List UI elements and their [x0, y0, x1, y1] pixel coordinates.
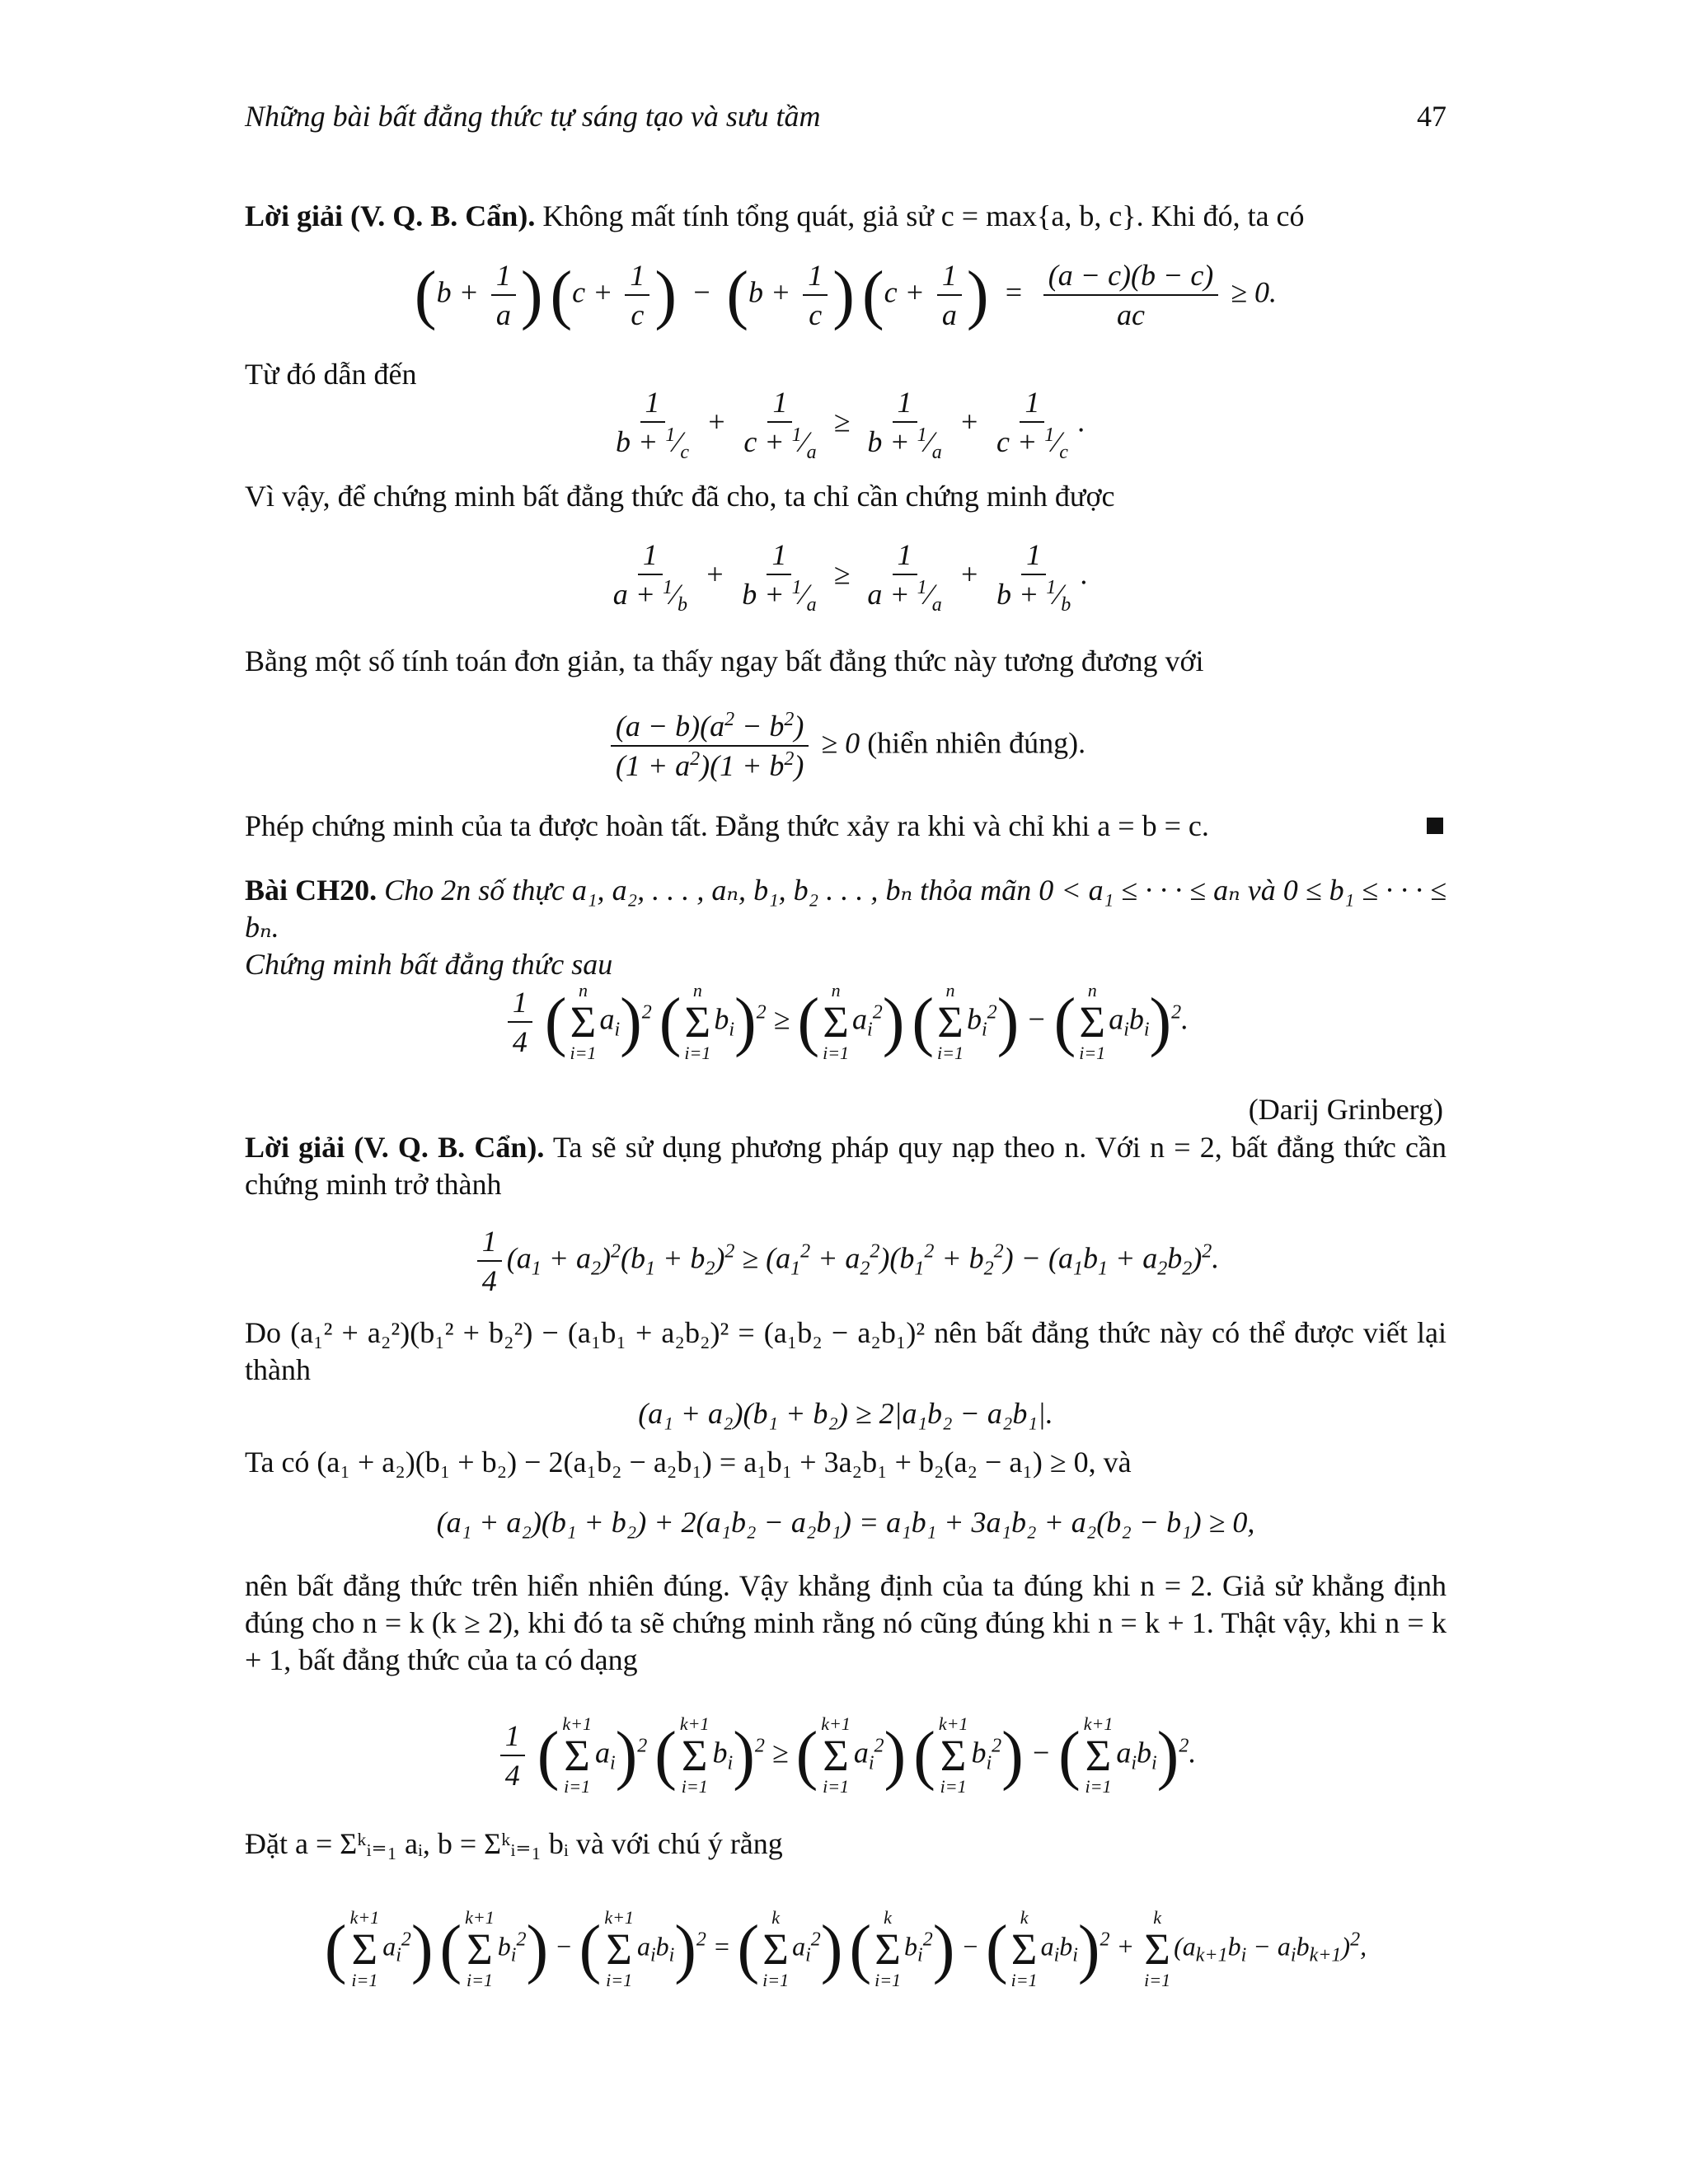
equation: $\frac{1}{4}$ ( n Σ i=1 $a_i)^2$ ( n Σ i=1 $b_i)^2$ ≥ ( n Σ i=1 $a_i^2$) ( n Σ i=1 $b_i^2$) − ( n Σ i=1 $a_ib_i)^2$.: [503, 982, 1189, 1062]
problem-attribution: (Darij Grinberg): [1248, 1093, 1443, 1126]
equation: ( k+1 Σ i=1 $a_i^2$) ( k+1 Σ i=1 $b_i^2$) − ( k+1 Σ i=1 $a_ib_i)^2$ = ( k Σ i=1 $a_i^2$) ( k Σ i=1 $b_i^2$) − ( k Σ i=1 $a_ib_i)^2$ + k Σ i=1 $(a_{k+1}b_i - a_ib_{k+1})^2$,: [324, 1907, 1367, 1990]
solution2-label: Lời giải (V. Q. B. Cẩn).: [245, 1131, 545, 1164]
qed-symbol: [1427, 818, 1443, 834]
solution2-eq4: [245, 1698, 1447, 1813]
problem-statement: [245, 872, 1447, 983]
solution1-text2: Từ đó dẫn đến: [245, 358, 417, 391]
solution1-intro: [245, 198, 1447, 235]
problem-eq: [245, 968, 1447, 1076]
solution1-conclusion: Phép chứng minh của ta được hoàn tất. Đẳng thức xảy ra khi và chỉ khi a = b = c.: [245, 809, 1209, 842]
equation: $\frac{1}{4}$ $(a_1 + a_2)^2(b_1 + b_2)^2 \ge (a_1^2 + a_2^2)(b_1^2 + b_2^2) - (a_1b_1 + a_2b_2)^2$.: [472, 1224, 1220, 1298]
solution1-eq4: [245, 701, 1447, 791]
solution2-text3: Ta có (a₁ + a₂)(b₁ + b₂) − 2(a₁b₂ − a₂b₁) = a₁b₁ + 3a₂b₁ + b₂(a₂ − a₁) ≥ 0, và: [245, 1446, 1132, 1479]
equation: $\frac{1}{a + ^1⁄_b}$ + $\frac{1}{b + ^1⁄_a}$ ≥ $\frac{1}{a + ^1⁄_a}$ + $\frac{1}{b + ^1⁄_b}$ .: [612, 537, 1089, 616]
solution2-eq5: [245, 1891, 1447, 2007]
problem-text-line2: Chứng minh bất đẳng thức sau: [245, 948, 613, 981]
solution2-intro: [245, 1129, 1447, 1203]
solution2-text5: Đặt a = Σᵏᵢ₌₁ aᵢ, b = Σᵏᵢ₌₁ bᵢ và với chú ý rằng: [245, 1827, 783, 1860]
solution1-eq2: [245, 379, 1447, 470]
running-header: Những bài bất đẳng thức tự sáng tạo và sưu tầm: [245, 100, 821, 133]
equation-note: (hiển nhiên đúng).: [867, 726, 1086, 760]
equation: (b + $\frac{1}{a}$ ) (c + $\frac{1}{c}$ ) − (b + $\frac{1}{c}$ ) (c + $\frac{1}{a}$ ) = $\frac{(a - c)(b - c)}{ac}$ ≥ 0.: [414, 259, 1278, 331]
solution2-eq1: [245, 1216, 1447, 1306]
solution1-text3: Vì vậy, để chứng minh bất đẳng thức đã cho, ta chỉ cần chứng minh được: [245, 480, 1115, 513]
equation: $\frac{1}{4}$ ( k+1 Σ i=1 $a_i)^2$ ( k+1 Σ i=1 $b_i)^2$ ≥ ( k+1 Σ i=1 $a_i^2$) ( k+1 Σ i=1 $b_i^2$) − ( k+1 Σ i=1 $a_ib_i)^2$.: [495, 1715, 1197, 1796]
equation: $\frac{1}{b + ^1⁄_c}$ + $\frac{1}{c + ^1⁄_a}$ ≥ $\frac{1}{b + ^1⁄_a}$ + $\frac{1}{c + ^1⁄_c}$ .: [616, 385, 1085, 464]
solution2-eq3: [245, 1502, 1447, 1543]
equation: (a₁ + a₂)(b₁ + b₂) + 2(a₁b₂ − a₂b₁) = a₁b₁ + 3a₁b₂ + a₂(b₂ − b₁) ≥ 0,: [436, 1506, 1255, 1539]
solution2-text4: nên bất đẳng thức trên hiển nhiên đúng. Vậy khẳng định của ta đúng khi n = 2. Giả sử khẳng định đúng cho n = k (k ≥ 2), khi đó ta sẽ chứng minh rằng nó cũng đúng khi n = k + 1. Thật vậy, khi n = k + 1, bất đẳng thức của ta có dạng: [245, 1569, 1447, 1676]
solution1-intro-text: Không mất tính tổng quát, giả sử c = max{a, b, c}. Khi đó, ta có: [542, 199, 1305, 232]
problem-label: Bài CH20.: [245, 874, 377, 907]
problem-text-line1: Cho 2n số thực a₁, a₂, . . . , aₙ, b₁, b₂ . . . , bₙ thỏa mãn 0 < a₁ ≤ · · · ≤ aₙ và 0 ≤ b₁ ≤ · · · ≤ bₙ.: [245, 874, 1447, 944]
page-number: 47: [1417, 100, 1447, 133]
solution1-text4: Bằng một số tính toán đơn giản, ta thấy ngay bất đẳng thức này tương đương với: [245, 644, 1204, 677]
solution1-label: Lời giải (V. Q. B. Cẩn).: [245, 199, 536, 232]
equation: (a₁ + a₂)(b₁ + b₂) ≥ 2|a₁b₂ − a₂b₁|.: [638, 1397, 1053, 1430]
solution1-eq1: [245, 254, 1447, 336]
equation: $\frac{(a - b)(a^2 - b^2)}{(1 + a^2)(1 + b^2)}$ ≥ 0 (hiển nhiên đúng).: [606, 709, 1085, 783]
solution2-text2: Do (a₁² + a₂²)(b₁² + b₂²) − (a₁b₁ + a₂b₂)² = (a₁b₂ − a₂b₁)² nên bất đẳng thức này có thể được viết lại thành: [245, 1316, 1447, 1386]
solution2-eq2: [245, 1393, 1447, 1434]
solution1-eq3: [245, 532, 1447, 622]
solution2-intro-text: Ta sẽ sử dụng phương pháp quy nạp theo n. Với n = 2, bất đẳng thức cần chứng minh trở thành: [245, 1131, 1447, 1201]
